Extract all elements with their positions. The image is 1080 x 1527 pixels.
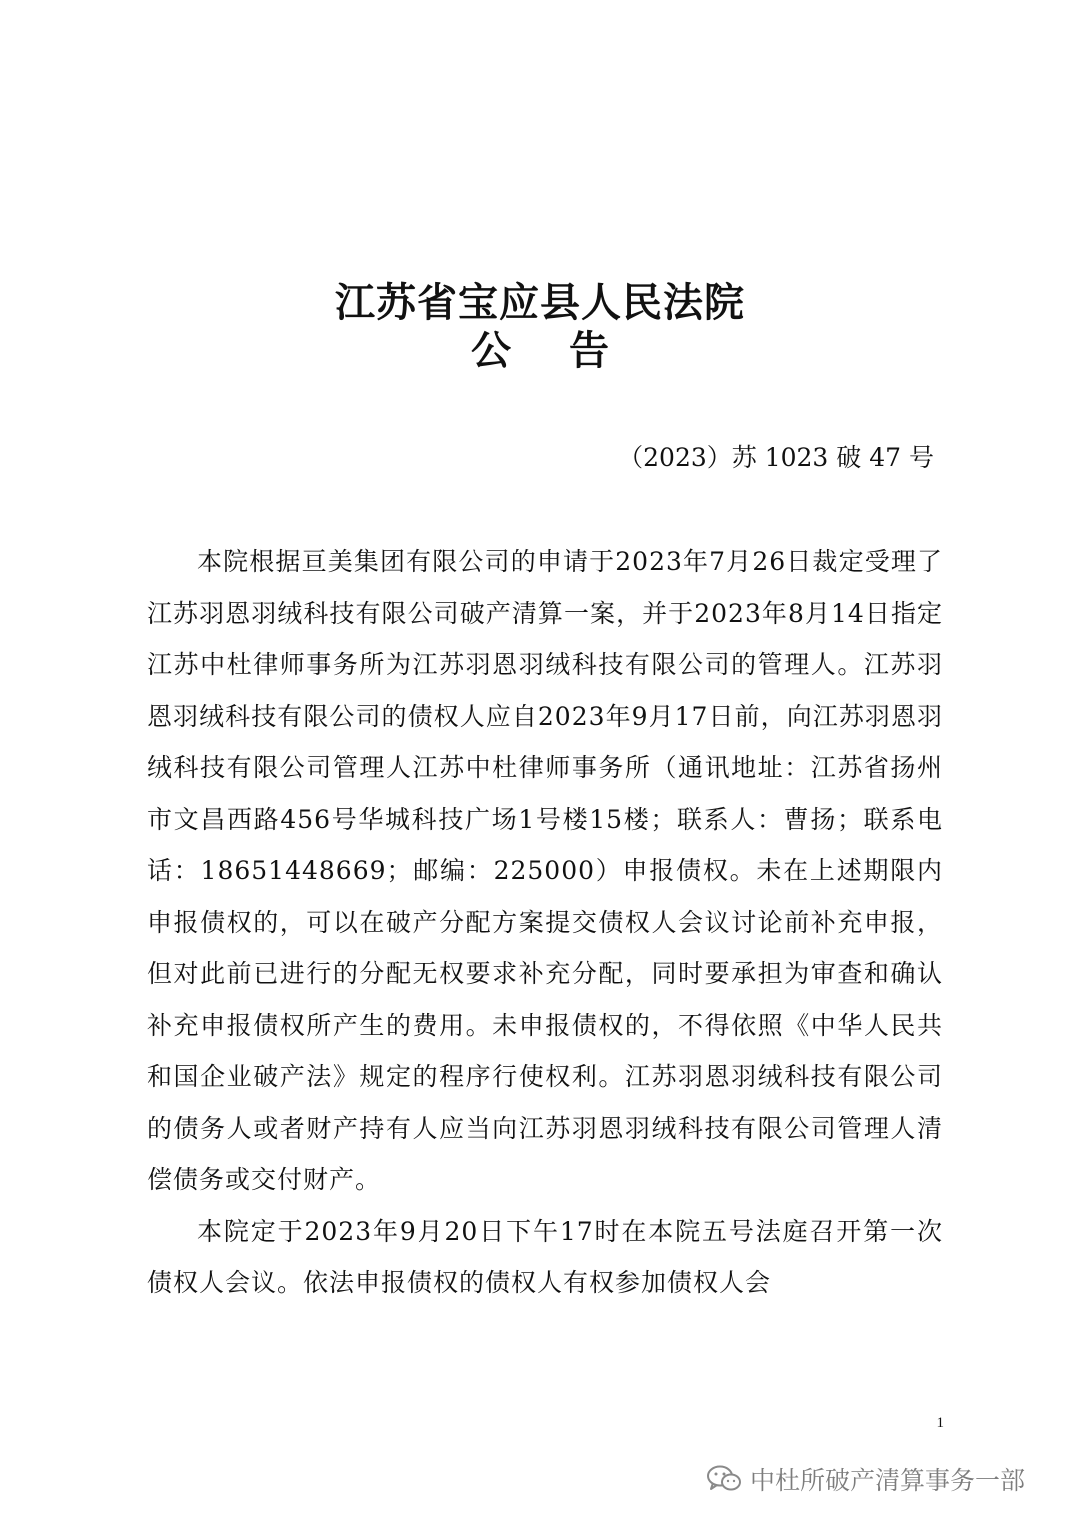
notice-title: 公 告	[471, 327, 631, 374]
wechat-icon	[706, 1464, 742, 1494]
watermark	[706, 1459, 1025, 1499]
page-number: 1	[936, 1415, 944, 1431]
notice-body	[147, 536, 943, 1309]
watermark-text: 中杜所破产清算事务一部	[750, 1466, 1026, 1495]
paragraph-1: 本院根据亘美集团有限公司的申请于2023年7月26日裁定受理了江苏羽恩羽绒科技有限公司破产清算一案，并于2023年8月14日指定江苏中杜律师事务所为江苏羽恩羽绒科技有限公司的管理人。江苏羽恩羽绒科技有限公司的债权人应自2023年9月17日前，向江苏羽恩羽绒科技有限公司管理人江苏中杜律师事务所（通讯地址：江苏省扬州市文昌西路456号华城科技广场1号楼15楼；联系人：曹扬；联系电话：18651448669；邮编：225000）申报债权。未在上述期限内申报债权的，可以在破产分配方案提交债权人会议讨论前补充申报，但对此前已进行的分配无权要求补充分配，同时要承担为审查和确认补充申报债权所产生的费用。未申报债权的，不得依照《中华人民共和国企业破产法》规定的程序行使权利。江苏羽恩羽绒科技有限公司的债务人或者财产持有人应当向江苏羽恩羽绒科技有限公司管理人清偿债务或交付财产。	[147, 547, 943, 1194]
paragraph-2: 本院定于2023年9月20日下午17时在本院五号法庭召开第一次债权人会议。依法申报债权的债权人有权参加债权人会	[147, 1216, 943, 1297]
court-title: 江苏省宝应县人民法院	[335, 279, 745, 326]
case-number: （2023）苏 1023 破 47 号	[618, 443, 934, 472]
